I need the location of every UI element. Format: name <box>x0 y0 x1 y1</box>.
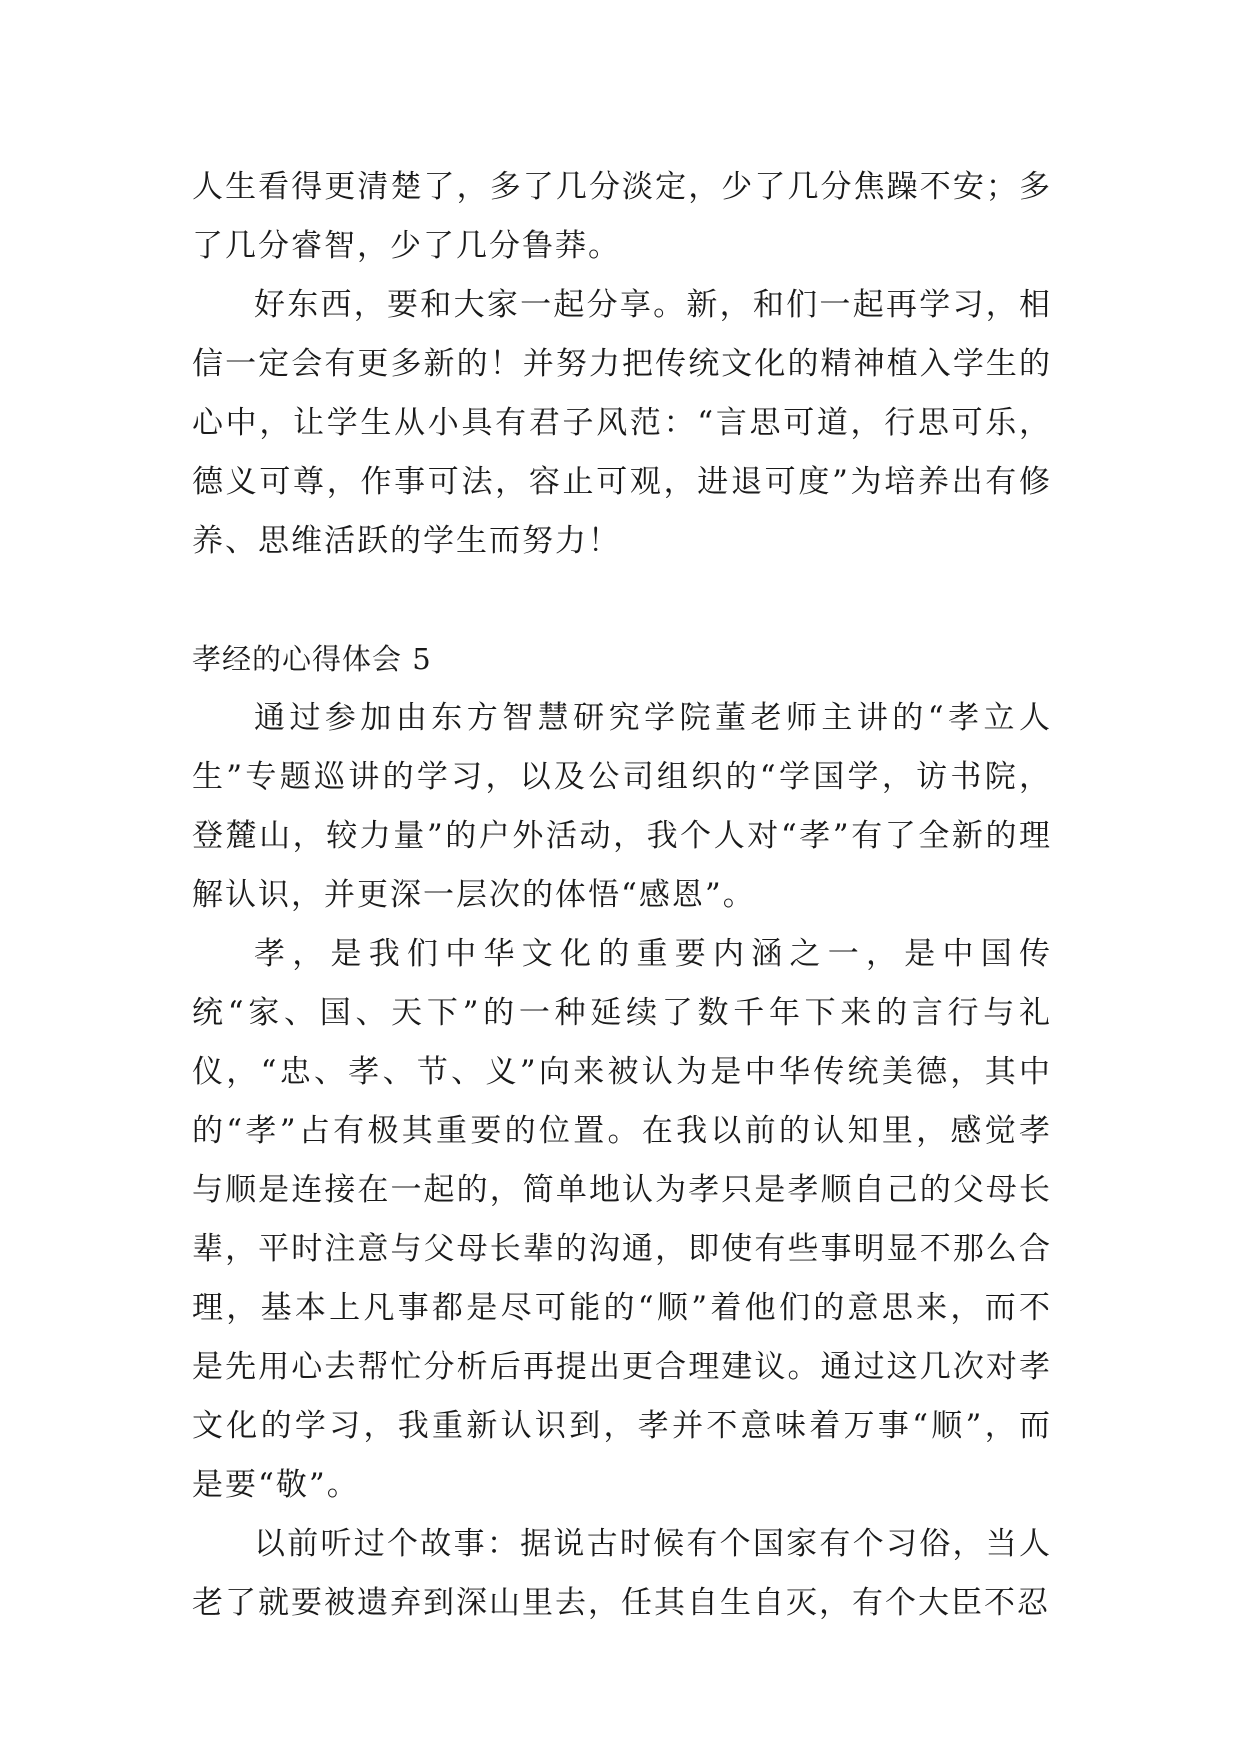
paragraph-story: 以前听过个故事：据说古时候有个国家有个习俗，当人老了就要被遗弃到深山里去，任其自生自灭，有个大臣不忍 <box>192 1526 1052 1621</box>
paragraph-filial-piety: 孝，是我们中华文化的重要内涵之一，是中国传统“家、国、天下”的一种延续了数千年下来的言行与礼仪，“忠、孝、节、义”向来被认为是中华传统美德，其中的“孝”占有极其重要的位置。在我以前的认知里，感觉孝与顺是连接在一起的，简单地认为孝只是孝顺自己的父母长辈，平时注意与父母长辈的沟通，即使有些事明显不那么合理，基本上凡事都是尽可能的“顺”着他们的意思来，而不是先用心去帮忙分析后再提出更合理建议。通过这几次对孝文化的学习，我重新认识到，孝并不意味着万事“顺”，而是要“敬”。 <box>192 936 1052 1503</box>
document-body <box>192 158 1052 1633</box>
paragraph-sharing: 好东西，要和大家一起分享。新，和们一起再学习，相信一定会有更多新的！并努力把传统文化的精神植入学生的心中，让学生从小具有君子风范：“言思可道，行思可乐，德义可尊，作事可法，容止可观，进退可度”为培养出有修养、思维活跃的学生而努力！ <box>192 287 1052 559</box>
section-heading: 孝经的心得体会 5 <box>192 642 432 676</box>
paragraph-intro: 通过参加由东方智慧研究学院董老师主讲的“孝立人生”专题巡讲的学习，以及公司组织的“学国学，访书院，登麓山，较力量”的户外活动，我个人对“孝”有了全新的理解认识，并更深一层次的体悟“感恩”。 <box>192 700 1052 913</box>
paragraph-continued: 人生看得更清楚了，多了几分淡定，少了几分焦躁不安；多了几分睿智，少了几分鲁莽。 <box>192 169 1052 264</box>
